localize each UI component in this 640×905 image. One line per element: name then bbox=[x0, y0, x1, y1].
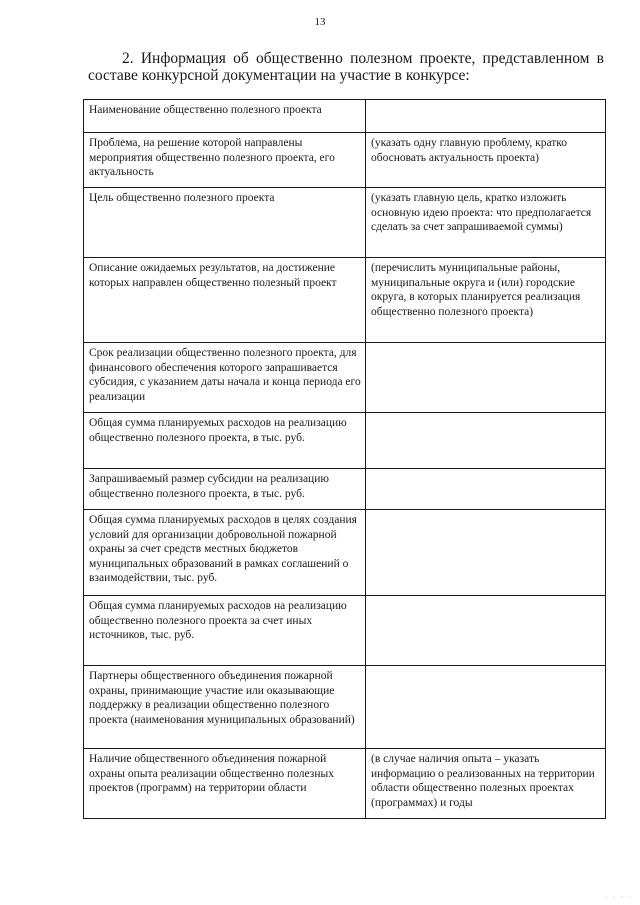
row-hint[interactable]: (в случае наличия опыта – указать информацию о реализованных на территории области общественно полезных проектах (программах) и годы bbox=[366, 749, 606, 819]
row-label: Наличие общественного объединения пожарной охраны опыта реализации общественно полезных проектов (программ) на территории области bbox=[84, 749, 366, 819]
row-value-cell[interactable] bbox=[366, 469, 606, 510]
section-heading-line1: 2. Информация об общественно полезном проекте, представленном в bbox=[122, 50, 604, 67]
row-label: Наименование общественно полезного проекта bbox=[84, 100, 366, 133]
table-row bbox=[84, 133, 606, 188]
row-value-cell[interactable] bbox=[366, 343, 606, 413]
row-hint[interactable]: (перечислить муниципальные районы, муниципальные округа и (или) городские округа, в которых планируется реализация общественно полезного проекта) bbox=[366, 258, 606, 343]
row-label: Запрашиваемый размер субсидии на реализацию общественно полезного проекта, в тыс. руб. bbox=[84, 469, 366, 510]
project-info-table bbox=[83, 99, 606, 819]
page-number: 13 bbox=[314, 16, 326, 28]
row-hint[interactable]: (указать одну главную проблему, кратко обосновать актуальность проекта) bbox=[366, 133, 606, 188]
table-row bbox=[84, 343, 606, 413]
row-value-cell[interactable] bbox=[366, 666, 606, 749]
row-label: Партнеры общественного объединения пожарной охраны, принимающие участие или оказывающие поддержку в реализации общественно полезного проекта (наименования муниципальных образований) bbox=[84, 666, 366, 749]
row-label: Общая сумма планируемых расходов в целях создания условий для организации добровольной пожарной охраны за счет средств местных бюджетов муниципальных образований в рамках соглашений о взаимодействии, тыс. руб. bbox=[84, 510, 366, 596]
row-label: Проблема, на решение которой направлены мероприятия общественно полезного проекта, его актуальность bbox=[84, 133, 366, 188]
table-row bbox=[84, 666, 606, 749]
table-row bbox=[84, 749, 606, 819]
row-label: Срок реализации общественно полезного проекта, для финансового обеспечения которого запрашивается субсидия, с указанием даты начала и конца периода его реализации bbox=[84, 343, 366, 413]
table-row bbox=[84, 188, 606, 258]
row-value-cell[interactable] bbox=[366, 510, 606, 596]
table-row bbox=[84, 510, 606, 596]
row-value-cell[interactable] bbox=[366, 596, 606, 666]
row-hint[interactable]: (указать главную цель, кратко изложить основную идею проекта: что предполагается сделать за счет запрашиваемой суммы) bbox=[366, 188, 606, 258]
table-row bbox=[84, 469, 606, 510]
table-row bbox=[84, 596, 606, 666]
table-row bbox=[84, 258, 606, 343]
row-label: Описание ожидаемых результатов, на достижение которых направлен общественно полезный проект bbox=[84, 258, 366, 343]
scan-artifact: · · · · bbox=[605, 895, 632, 901]
row-value-cell[interactable] bbox=[366, 100, 606, 133]
table-row bbox=[84, 100, 606, 133]
row-label: Общая сумма планируемых расходов на реализацию общественно полезного проекта за счет иных источников, тыс. руб. bbox=[84, 596, 366, 666]
section-heading-line2: составе конкурсной документации на участие в конкурсе: bbox=[88, 67, 470, 84]
row-label: Общая сумма планируемых расходов на реализацию общественно полезного проекта, в тыс. руб. bbox=[84, 413, 366, 469]
row-label: Цель общественно полезного проекта bbox=[84, 188, 366, 258]
row-value-cell[interactable] bbox=[366, 413, 606, 469]
section-heading bbox=[88, 50, 604, 84]
table-row bbox=[84, 413, 606, 469]
